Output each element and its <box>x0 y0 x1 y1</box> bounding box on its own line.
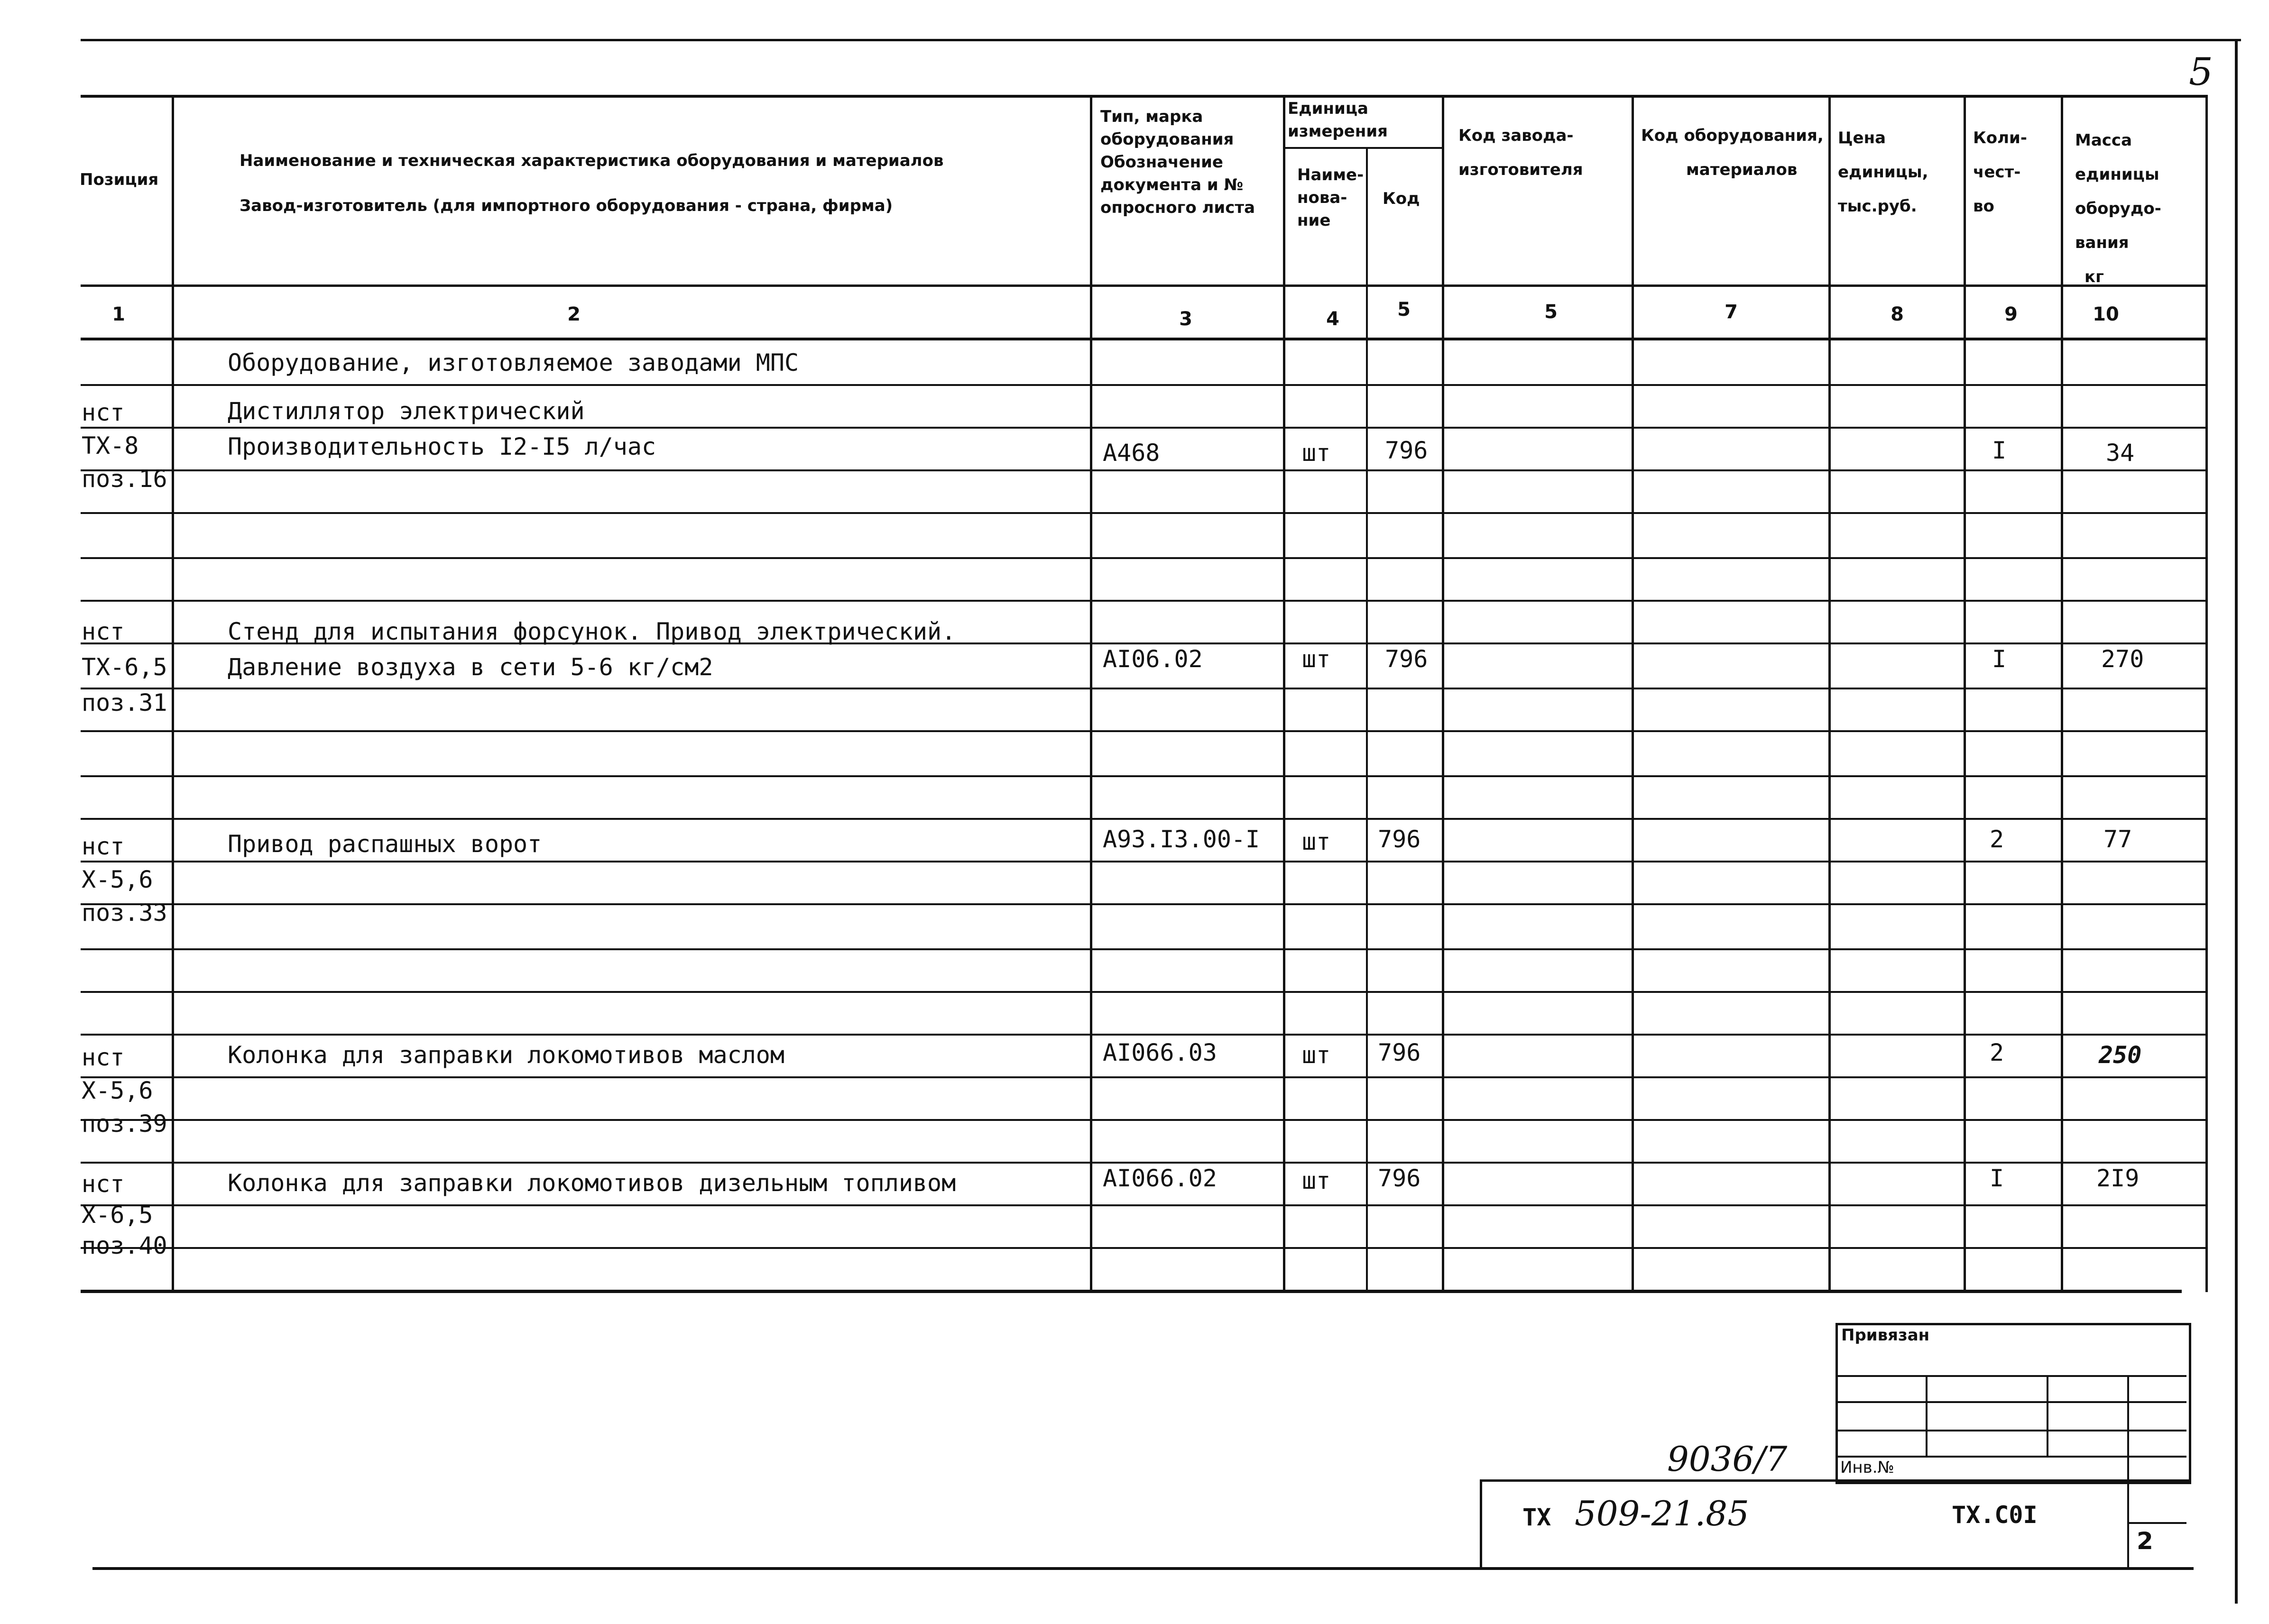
column-number: 7 <box>1725 301 1738 323</box>
table-row-position: нст Х-5,6 поз.39 <box>82 1044 167 1138</box>
colnum-bottom-line <box>81 338 2208 340</box>
table-row-type: А93.I3.00-I <box>1103 826 1260 853</box>
col-sep-6 <box>1632 95 1634 1292</box>
header-unit-group: Единица измерения <box>1288 99 1388 141</box>
row-line <box>81 1119 2208 1121</box>
header-name-line1: Наименование и техническая характеристика оборудования и материалов <box>240 151 944 170</box>
header-factory-code: Код завода- изготовителя <box>1458 126 1583 179</box>
row-line <box>81 1076 2208 1078</box>
column-number: 2 <box>567 303 581 325</box>
binding-sep <box>2127 1375 2129 1479</box>
col-sep-3 <box>1283 95 1285 1292</box>
header-unit-code: Код <box>1383 189 1420 208</box>
col-sep-1 <box>172 95 174 1292</box>
row-line <box>81 861 2208 862</box>
table-row-code: 796 <box>1378 1039 1421 1066</box>
header-equipment-code: Код оборудования, материалов <box>1641 126 1824 179</box>
sheet-line <box>2127 1522 2186 1524</box>
table-row-code: 796 <box>1378 1165 1421 1192</box>
table-row-mass: 34 <box>2106 439 2135 467</box>
table-row-unit: шт <box>1302 1041 1331 1069</box>
binding-line <box>1835 1456 2186 1458</box>
table-row-mass: 270 <box>2101 645 2144 673</box>
right-border-line <box>2235 39 2238 1604</box>
col-sep-8 <box>1964 95 1966 1292</box>
doc-code: ТХ.С0I <box>1952 1501 2038 1529</box>
table-top-line <box>81 95 2208 98</box>
column-number: 10 <box>2093 303 2119 325</box>
header-quantity: Коли- чест- во <box>1973 128 2027 216</box>
table-row-position: нст ТХ-6,5 поз.31 <box>82 618 167 716</box>
handwritten-number: 9036/7 <box>1667 1439 1788 1479</box>
table-row-type: А468 <box>1103 439 1160 467</box>
table-row-quantity: I <box>1992 645 2007 673</box>
row-line <box>81 730 2208 732</box>
top-border-line <box>81 39 2241 41</box>
row-line <box>81 384 2208 386</box>
section-title: Оборудование, изготовляемое заводами МПС <box>228 349 799 376</box>
column-number: 8 <box>1891 303 1904 325</box>
binding-line <box>1835 1430 2186 1431</box>
table-row-quantity: 2 <box>1990 826 2004 853</box>
table-row-code: 796 <box>1385 437 1428 464</box>
row-line <box>81 557 2208 559</box>
col-sep-9 <box>2061 95 2063 1292</box>
doc-prefix: ТХ <box>1522 1504 1551 1531</box>
table-row-name: Колонка для заправки локомотивов дизельным топливом <box>228 1169 956 1197</box>
page-bottom-line <box>92 1567 2194 1570</box>
column-number: 4 <box>1326 308 1339 330</box>
binding-sep <box>2047 1375 2048 1456</box>
binding-label: Привязан <box>1841 1326 1930 1345</box>
doc-number: 509-21.85 <box>1575 1494 1749 1533</box>
page-number: 5 <box>2189 50 2213 94</box>
col-sep-2 <box>1090 95 1092 1292</box>
table-row-name: Привод распашных ворот <box>228 830 542 858</box>
column-number: 3 <box>1179 308 1192 330</box>
column-number: 5 <box>1397 299 1411 321</box>
inventory-label: Инв.№ <box>1840 1458 1894 1477</box>
table-row-unit: шт <box>1302 439 1331 467</box>
column-number: 5 <box>1544 301 1558 323</box>
table-row-type: АI066.02 <box>1103 1165 1217 1192</box>
header-bottom-line <box>81 284 2208 287</box>
header-name-line2: Завод-изготовитель (для импортного оборудования - страна, фирма) <box>240 196 893 215</box>
row-line <box>81 1034 2208 1036</box>
table-row-mass: 2I9 <box>2096 1165 2140 1192</box>
column-number: 1 <box>112 303 125 325</box>
table-row-quantity: I <box>1992 437 2007 464</box>
row-line <box>81 818 2208 820</box>
table-row-type: АI06.02 <box>1103 645 1203 673</box>
table-row-quantity: 2 <box>1990 1039 2004 1066</box>
table-row-position: нст Х-6,5 поз.40 <box>82 1170 167 1259</box>
table-row-unit: шт <box>1302 645 1331 673</box>
row-line <box>81 600 2208 602</box>
header-mass: Масса единицы оборудо- вания кг <box>2075 131 2161 286</box>
col-sep-5 <box>1442 95 1444 1292</box>
table-row-mass: 250 <box>2099 1041 2142 1069</box>
table-row-code: 796 <box>1378 826 1421 853</box>
table-row-name: Колонка для заправки локомотивов маслом <box>228 1041 784 1069</box>
row-line <box>81 775 2208 777</box>
header-unit-name: Наиме- нова- ние <box>1297 165 1364 230</box>
unit-group-line <box>1283 147 1444 149</box>
row-line <box>81 991 2208 993</box>
header-price: Цена единицы, тыс.руб. <box>1838 128 1928 216</box>
row-line <box>81 1162 2208 1164</box>
table-row-name: Стенд для испытания форсунок. Привод электрический. Давление воздуха в сети 5-6 кг/см2 <box>228 618 956 681</box>
table-row-position: нст ТХ-8 поз.16 <box>82 399 167 493</box>
table-row-quantity: I <box>1990 1165 2004 1192</box>
row-line <box>81 1247 2208 1249</box>
row-line <box>81 903 2208 905</box>
binding-sep <box>1926 1375 1928 1456</box>
table-row-code: 796 <box>1385 645 1428 673</box>
sheet-number: 2 <box>2137 1527 2153 1555</box>
binding-line <box>1835 1375 2186 1377</box>
table-bottom-line <box>81 1290 2182 1293</box>
binding-line <box>1835 1401 2186 1403</box>
row-line <box>81 948 2208 950</box>
table-row-unit: шт <box>1302 1167 1331 1194</box>
table-row-type: АI066.03 <box>1103 1039 1217 1066</box>
table-row-mass: 77 <box>2103 826 2132 853</box>
table-row-name: Дистиллятор электрический Производительность I2-I5 л/час <box>228 397 656 460</box>
table-row-unit: шт <box>1302 828 1331 855</box>
header-type: Тип, марка оборудования Обозначение документа и № опросного листа <box>1100 107 1255 217</box>
column-number: 9 <box>2004 303 2018 325</box>
col-sep-7 <box>1828 95 1831 1292</box>
row-line <box>81 512 2208 514</box>
header-position: Позиция <box>80 170 159 189</box>
table-row-position: нст Х-5,6 поз.33 <box>82 833 167 927</box>
row-line <box>81 1204 2208 1206</box>
col-sep-10 <box>2205 95 2208 1292</box>
row-line <box>81 688 2208 689</box>
row-line <box>81 469 2208 471</box>
